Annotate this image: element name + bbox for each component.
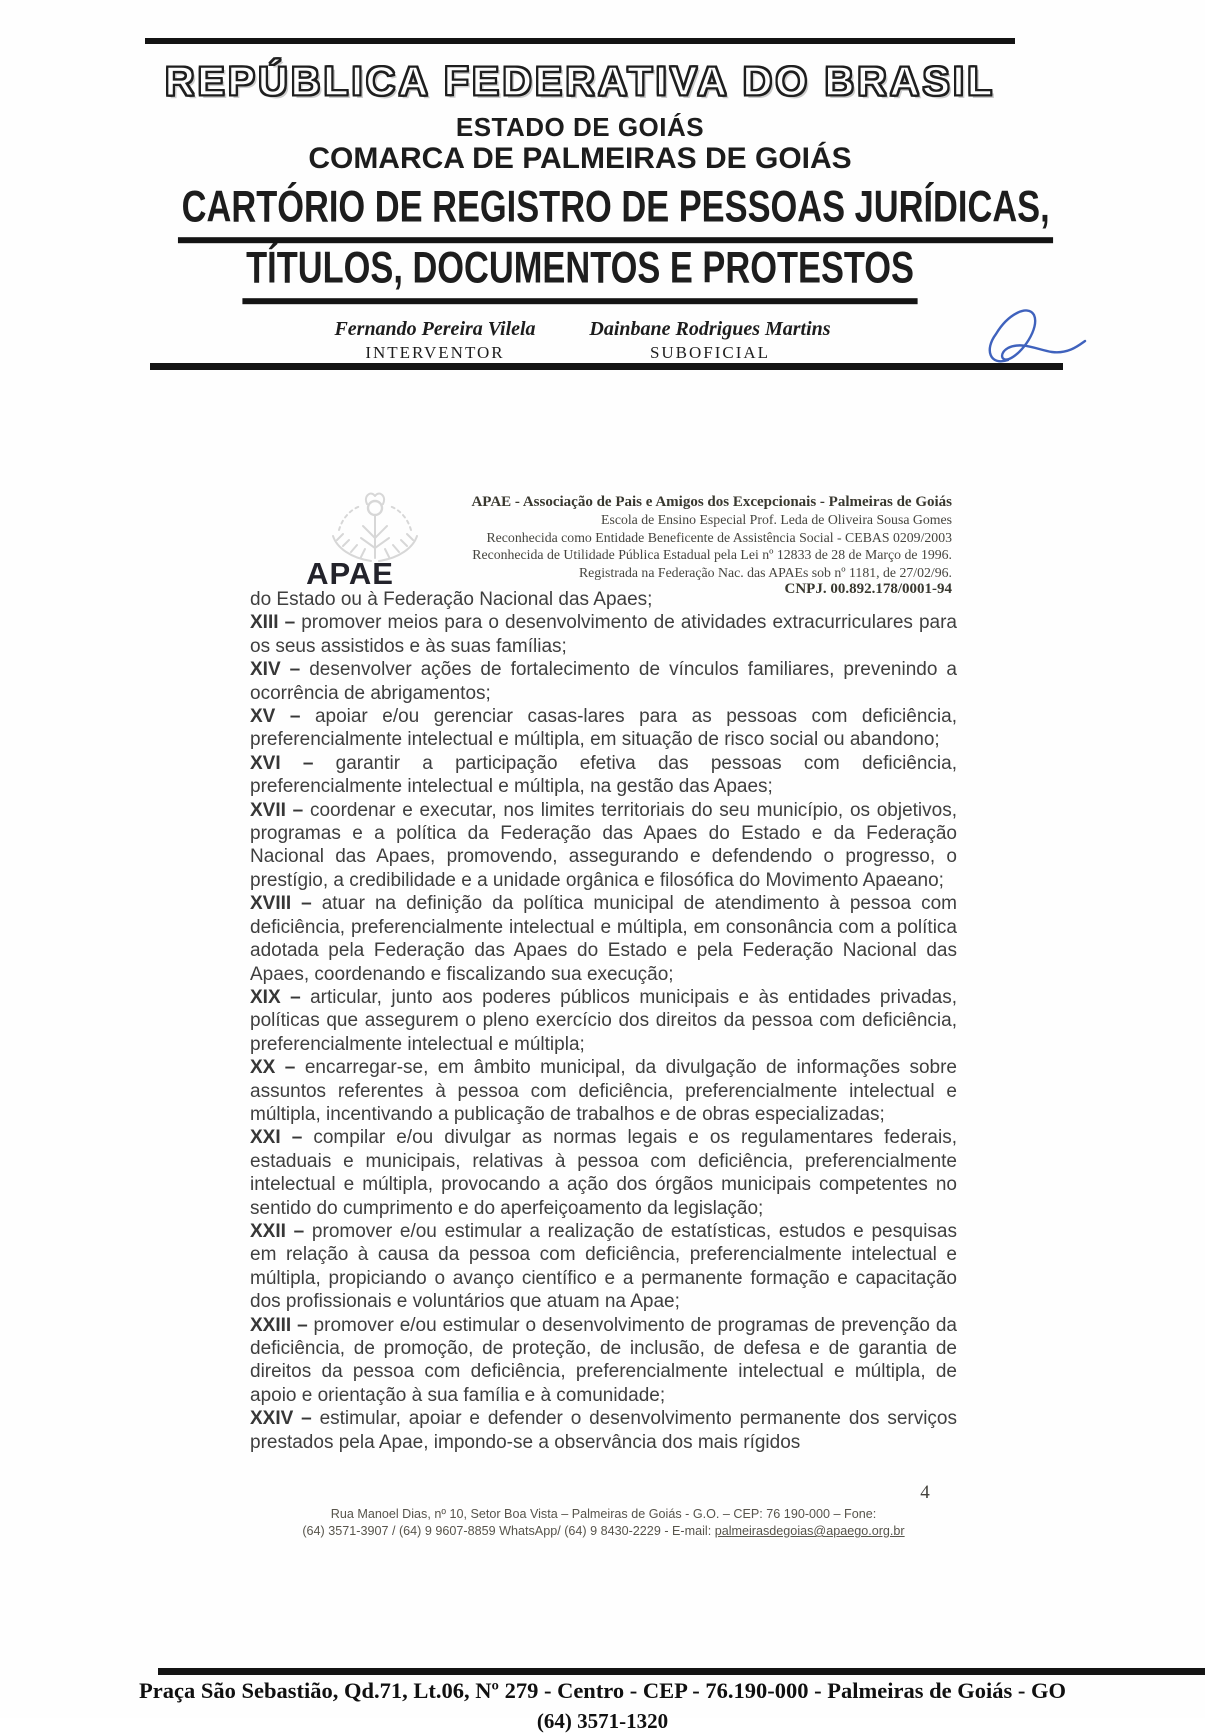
signature-icon [978, 298, 1088, 373]
item-numeral: XXI – [250, 1127, 314, 1149]
item-numeral: XXII – [250, 1220, 312, 1242]
letterhead-footer [250, 1506, 957, 1540]
body-paragraph: XIV – desenvolver ações de fortalecimento de vínculos familiares, prevenindo a ocorrência de abrigamentos; [250, 659, 958, 704]
body-paragraph: XVII – coordenar e executar, nos limites territoriais do seu município, os objetivos, programas e a política da Federação das Apaes do Estado e da Federação Nacional das Apaes, promovendo, assegurando e defendendo o progresso, o prestígio, a credibilidade e a unidade orgânica e filosófica do Movimento Apaeano; [250, 799, 958, 891]
body-paragraph: XIII – promover meios para o desenvolvimento de atividades extracurriculares para os seus assistidos e às suas famílias; [250, 612, 957, 657]
header-comarca: COMARCA DE PALMEIRAS DE GOIÁS [308, 142, 852, 175]
body-text [250, 588, 957, 1454]
official-title: INTERVENTOR [365, 343, 505, 362]
item-numeral: XVIII – [250, 893, 322, 915]
header-state: ESTADO DE GOIÁS [455, 112, 705, 142]
body-paragraph: do Estado ou à Federação Nacional das Apaes; [250, 589, 653, 610]
body-paragraph: XX – encarregar-se, em âmbito municipal, da divulgação de informações sobre assuntos referentes à pessoa com deficiência, preferencialmente intelectual e múltipla, incentivando a publicação de trabalhos e de obras especializadas; [250, 1057, 957, 1125]
body-paragraph: XV – apoiar e/ou gerenciar casas-lares para as pessoas com deficiência, preferencialmente intelectual e múltipla, em situação de risco social ou abandono; [250, 706, 957, 751]
footer-rule [158, 1668, 1205, 1675]
page-number: 4 [920, 1482, 930, 1503]
header-top-rule [145, 38, 1015, 44]
letterhead-line: APAE - Associação de Pais e Amigos dos Excepcionais - Palmeiras de Goiás [471, 494, 952, 510]
office-title-text: CARTÓRIO DE REGISTRO DE PESSOAS JURÍDICAS, [178, 182, 1053, 243]
body-paragraph: XXII – promover e/ou estimular a realização de estatísticas, estudos e pesquisas em relação à causa da pessoa com deficiência, preferencialmente intelectual e múltipla, propiciando o avanço científico e a permanente formação e capacitação dos profissionais e voluntários que atuam na Apae; [250, 1220, 958, 1313]
letterhead-line: Reconhecida de Utilidade Pública Estadual pela Lei nº 12833 de 28 de Março de 1996. [472, 547, 952, 563]
header-bottom-rule [150, 363, 1063, 370]
letterhead-footer-line1: Rua Manoel Dias, nº 10, Setor Boa Vista – Palmeiras de Goiás - G.O. – CEP: 76 190-000 – Fone: [330, 1507, 877, 1521]
letterhead-line: Reconhecida como Entidade Beneficente de Assistência Social - CEBAS 0209/2003 [486, 529, 952, 545]
body-paragraph: XXI – compilar e/ou divulgar as normas legais e os regulamentares federais, estaduais e municipais, relativas à pessoa com deficiência, preferencialmente intelectual e múltipla, provocando a ação dos órgãos municipais competentes no sentido do cumprimento e do aperfeiçoamento da legislação; [250, 1127, 957, 1219]
official-name: Fernando Pereira Vilela [334, 318, 536, 340]
body-paragraph: XXIII – promover e/ou estimular o desenvolvimento de programas de prevenção da deficiência, de promoção, de proteção, de inclusão, de defesa e de garantia de direitos da pessoa com deficiência, preferencialmente intelectual e múltipla, de apoio e orientação à sua família e à comunidade; [250, 1314, 957, 1406]
body-paragraph: XVIII – atuar na definição da política municipal de atendimento à pessoa com deficiência, preferencialmente intelectual e múltipla, em consonância com a política adotada pela Federação das Apaes do Estado e pela Federação Nacional das Apaes, coordenando e fiscalizando sua execução; [250, 893, 957, 985]
item-numeral: XVI – [250, 752, 336, 774]
email-link[interactable]: palmeirasdegoias@apaego.org.br [714, 1524, 905, 1538]
footer-cutoff-line: (64) 3571-1320 [536, 1709, 669, 1733]
official-interventor [305, 318, 565, 363]
letterhead-line: Escola de Ensino Especial Prof. Leda de Oliveira Sousa Gomes [601, 512, 952, 528]
item-numeral: XIX – [250, 986, 311, 1008]
letterhead-lines [332, 494, 952, 598]
official-title: SUBOFICIAL [649, 343, 771, 362]
header-office-line1 [145, 182, 1050, 233]
letterhead-line: CNPJ. 00.892.178/0001-94 [784, 581, 952, 598]
item-numeral: XXIII – [250, 1314, 314, 1336]
letterhead-footer-phones: (64) 3571-3907 / (64) 9 9607-8859 WhatsApp/ (64) 9 8430-2229 - E-mail: [302, 1524, 715, 1538]
office-title-text: TÍTULOS, DOCUMENTOS E PROTESTOS [242, 243, 917, 304]
official-name: Dainbane Rodrigues Martins [589, 318, 831, 340]
letterhead-line: Registrada na Federação Nac. das APAEs sob nº 1181, de 27/02/96. [578, 564, 952, 580]
letterhead-footer-line2 [250, 1523, 957, 1540]
body-paragraph: XIX – articular, junto aos poderes públicos municipais e às entidades privadas, políticas que assegurem o pleno exercício dos direitos da pessoa com deficiência, preferencialmente intelectual e múltipla; [250, 986, 957, 1055]
header-office-line2 [145, 243, 1015, 294]
body-paragraph: XXIV – estimular, apoiar e defender o desenvolvimento permanente dos serviços prestados pela Apae, impondo-se a observância dos mais rígidos [250, 1408, 957, 1453]
item-numeral: XVII – [250, 799, 310, 821]
item-numeral: XXIV – [250, 1408, 320, 1430]
item-numeral: XX – [250, 1057, 305, 1079]
footer-address: Praça São Sebastião, Qd.71, Lt.06, Nº 279 - Centro - CEP - 76.190-000 - Palmeiras de Goiás - GO [139, 1678, 1066, 1703]
item-numeral: XIV – [250, 659, 310, 681]
official-suboficial [580, 318, 840, 363]
body-paragraph: XVI – garantir a participação efetiva das pessoas com deficiência, preferencialmente intelectual e múltipla, na gestão das Apaes; [250, 752, 958, 798]
header-country: REPÚBLICA FEDERATIVA DO BRASIL [164, 58, 996, 104]
item-numeral: XIII – [250, 612, 302, 634]
item-numeral: XV – [250, 706, 315, 728]
apae-logo-wordmark: APAE [306, 556, 394, 591]
